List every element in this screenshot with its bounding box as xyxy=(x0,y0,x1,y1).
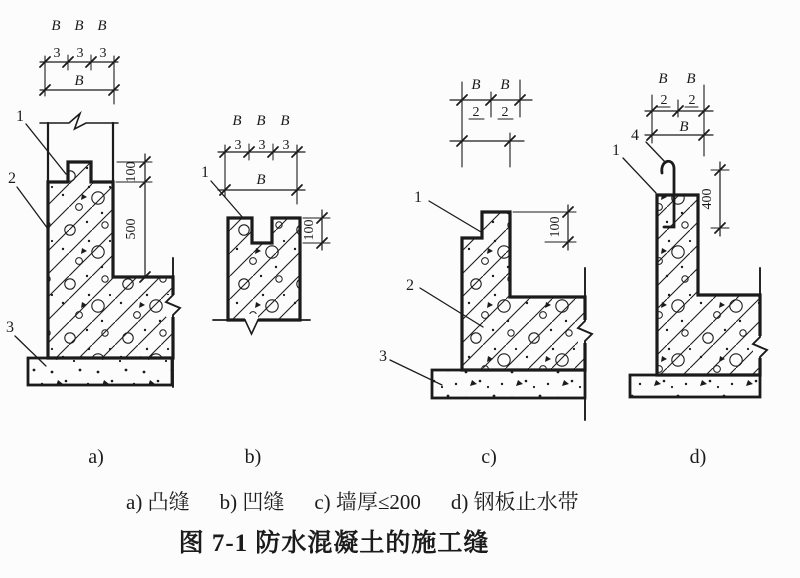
dim-label: B xyxy=(500,77,510,93)
leader-line xyxy=(26,124,66,174)
base-slab-a xyxy=(28,358,172,385)
dim-100-label: 100 xyxy=(302,219,317,241)
dim-100-label: 100 xyxy=(548,216,563,238)
callout-number: 3 xyxy=(6,319,14,336)
dim-label: B xyxy=(686,71,696,87)
break-line xyxy=(40,114,118,130)
dim-label: 3 xyxy=(53,46,61,61)
dim-500-label: 500 xyxy=(124,218,139,240)
caption-item-d: d) 钢板止水带 xyxy=(450,490,579,514)
callout-number: 2 xyxy=(8,170,16,187)
dim-label: B xyxy=(97,18,107,34)
dim-label: B xyxy=(51,18,61,34)
dim-400-label: 400 xyxy=(700,188,715,210)
dim-label: B xyxy=(658,71,668,87)
caption-item-c: c) 墙厚≤200 xyxy=(314,490,421,514)
callout-number: 1 xyxy=(612,142,620,159)
dim-label: B xyxy=(280,113,290,129)
dim-label: B xyxy=(256,113,266,129)
callout-number: 2 xyxy=(406,277,414,294)
leader-line xyxy=(623,158,656,193)
diagram-d xyxy=(612,71,768,468)
wall-section-a xyxy=(48,162,173,358)
leader-line xyxy=(646,142,666,163)
wall-section-c xyxy=(462,212,585,370)
dim-label: 3 xyxy=(282,138,290,153)
sublabel-c: c) xyxy=(481,446,497,468)
base-slab-d xyxy=(630,375,760,397)
wall-section-d xyxy=(657,195,760,375)
dim-label: 3 xyxy=(99,46,107,61)
caption-item-b: b) 凹缝 xyxy=(219,490,285,514)
diagram-a xyxy=(6,18,181,468)
base-slab-c xyxy=(432,370,585,398)
dim-label: 3 xyxy=(258,138,266,153)
leader-line xyxy=(429,201,481,232)
dim-100-label: 100 xyxy=(124,161,139,183)
dim-label: 2 xyxy=(660,93,668,108)
dim-label: 2 xyxy=(501,105,509,120)
dim-label: B xyxy=(471,77,481,93)
dim-label: 2 xyxy=(688,93,696,108)
callout-number: 1 xyxy=(16,108,24,125)
dim-total-label: B xyxy=(74,73,84,89)
sublabel-a: a) xyxy=(88,446,104,468)
leader-line xyxy=(17,187,48,229)
figure-title: 图 7-1 防水混凝土的施工缝 xyxy=(178,530,490,557)
ground-break-line xyxy=(213,320,310,334)
sublabel-d: d) xyxy=(689,446,707,468)
wall-section-b xyxy=(228,218,300,320)
dim-label: 2 xyxy=(472,105,480,120)
caption-row xyxy=(126,486,579,516)
diagram-c-vertical-dim xyxy=(513,205,576,250)
callout-number: 1 xyxy=(414,189,422,206)
diagram-c xyxy=(379,77,593,468)
dim-label: B xyxy=(232,113,242,129)
sublabel-b: b) xyxy=(244,446,262,468)
dim-label: 3 xyxy=(76,46,84,61)
dim-label: 3 xyxy=(234,138,242,153)
dim-total-label: B xyxy=(256,172,266,188)
diagram-c-dimensions xyxy=(450,80,532,167)
callout-number: 4 xyxy=(631,127,639,144)
diagram-b xyxy=(201,113,330,468)
caption-item-a: a) 凸缝 xyxy=(126,490,190,514)
callout-number: 1 xyxy=(201,164,209,181)
callout-number: 3 xyxy=(379,348,387,365)
dim-label: B xyxy=(74,18,84,34)
dim-total-label: B xyxy=(679,119,689,135)
